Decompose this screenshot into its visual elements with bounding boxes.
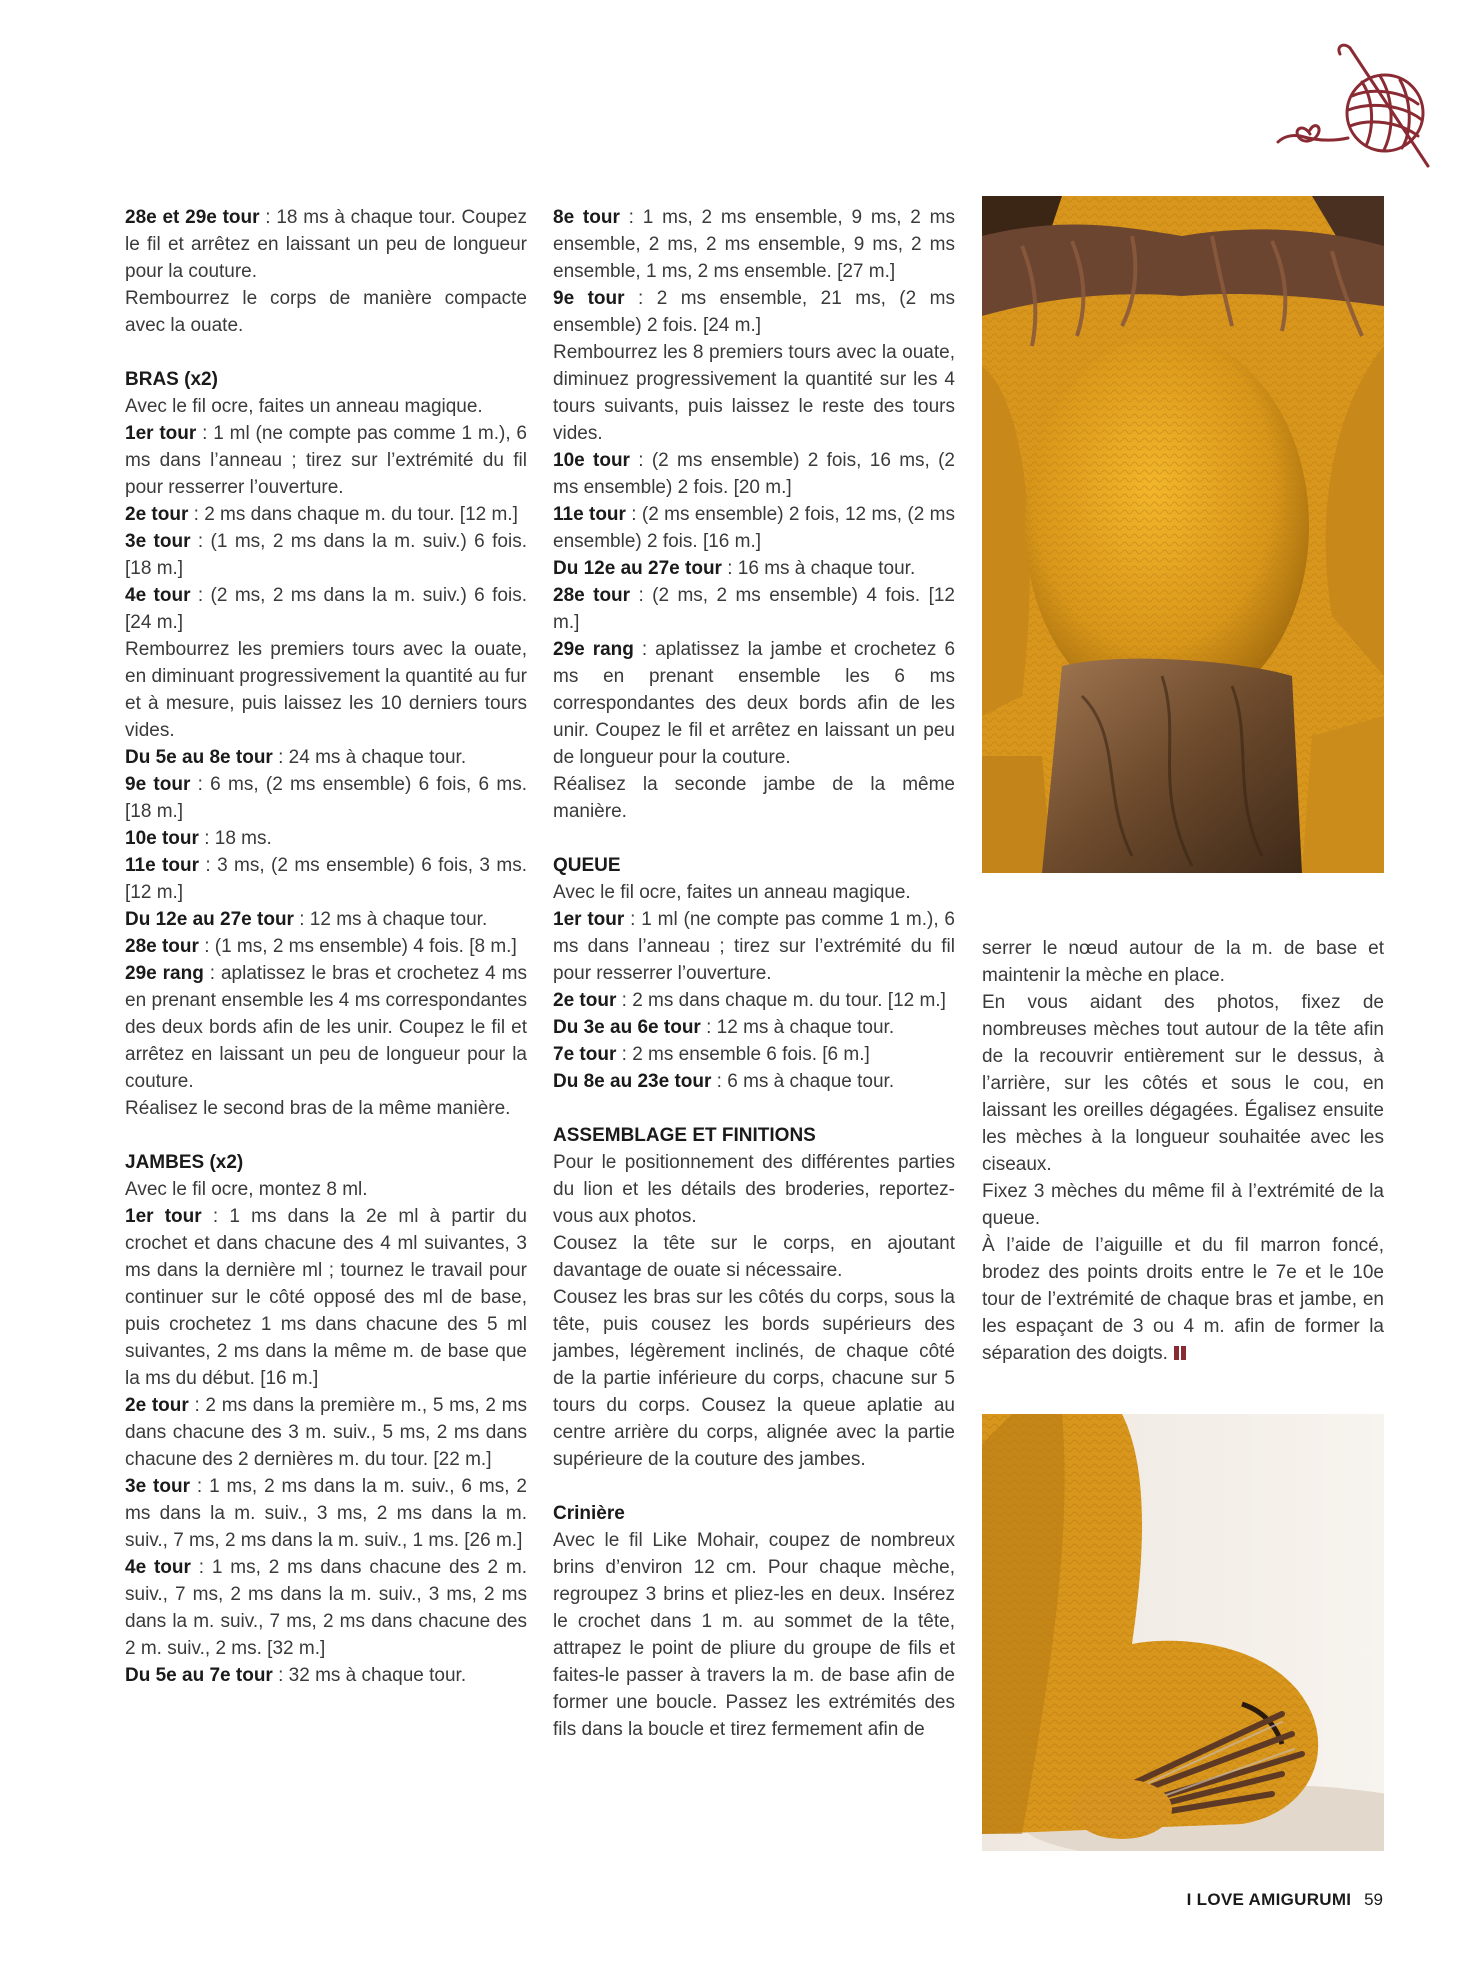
round-label: Du 12e au 27e tour — [553, 558, 722, 579]
paragraph-text: : (2 ms, 2 ms ensemble) 4 fois. [12 m.] — [553, 585, 956, 633]
paragraph-text: : 18 ms. — [198, 828, 272, 849]
round-label: 9e tour — [553, 288, 625, 309]
paragraph-text: : 2 ms ensemble, 21 ms, (2 ms ensemble) 2 fois. [24 m.] — [553, 288, 955, 336]
instruction-paragraph — [553, 1527, 955, 1743]
paragraph-text: : 2 ms dans la première m., 5 ms, 2 ms dans chacune des 3 m. suiv., 5 ms, 2 ms dans chacune des 2 dernières m. du tour. [22 m.] — [125, 1395, 527, 1470]
instruction-paragraph — [553, 1041, 955, 1068]
round-label: 9e tour — [125, 774, 191, 795]
paragraph-text: : (2 ms ensemble) 2 fois, 12 ms, (2 ms ensemble) 2 fois. [16 m.] — [553, 504, 955, 552]
round-label: 11e tour — [553, 504, 626, 525]
instruction-paragraph — [553, 1068, 955, 1095]
text-column-2 — [553, 204, 955, 1743]
lion-tail-photo-illustration — [982, 1414, 1384, 1851]
paragraph-gap — [125, 339, 527, 366]
round-label: 2e tour — [553, 990, 617, 1011]
round-label: 28e tour — [125, 936, 199, 957]
round-label: 28e et 29e tour — [125, 207, 260, 228]
page-number: 59 — [1364, 1890, 1383, 1909]
paragraph-gap — [553, 825, 955, 852]
instruction-paragraph — [125, 933, 527, 960]
end-of-article-icon — [1174, 1346, 1186, 1360]
instruction-paragraph — [125, 528, 527, 582]
round-label: 7e tour — [553, 1044, 617, 1065]
instruction-paragraph — [125, 1203, 527, 1392]
instruction-paragraph — [125, 501, 527, 528]
paragraph-text: Avec le fil ocre, faites un anneau magique. — [125, 396, 483, 417]
paragraph-text: Réalisez la seconde jambe de la même manière. — [553, 774, 955, 822]
instruction-paragraph — [125, 582, 527, 636]
paragraph-text: : (2 ms ensemble) 2 fois, 16 ms, (2 ms ensemble) 2 fois. [20 m.] — [553, 450, 955, 498]
text-column-1 — [125, 204, 527, 1689]
round-label: Du 12e au 27e tour — [125, 909, 294, 930]
round-label: 29e rang — [553, 639, 634, 660]
paragraph-text: À l’aide de l’aiguille et du fil marron foncé, brodez des points droits entre le 7e et le 10e tour de l’extrémité de chaque bras et jambe, en les espaçant de 3 ou 4 m. afin de former la séparation des doigts. — [982, 1235, 1384, 1364]
instruction-paragraph — [553, 285, 955, 339]
paragraph-text: Rembourrez les 8 premiers tours avec la ouate, diminuez progressivement la quantité sur les 4 tours suivants, puis laissez le reste des tours vides. — [553, 342, 955, 444]
paragraph-text: Cousez la tête sur le corps, en ajoutant davantage de ouate si nécessaire. — [553, 1233, 955, 1281]
instruction-paragraph — [553, 1230, 955, 1284]
instruction-paragraph — [982, 1232, 1384, 1367]
instruction-paragraph — [553, 906, 955, 987]
yarn-ball-crochet-hook-icon — [1270, 38, 1440, 173]
round-label: 10e tour — [553, 450, 630, 471]
section-heading: ASSEMBLAGE ET FINITIONS — [553, 1125, 816, 1146]
paragraph-text: : 16 ms à chaque tour. — [721, 558, 916, 579]
paragraph-text: : 12 ms à chaque tour. — [700, 1017, 895, 1038]
paragraph-text: serrer le nœud autour de la m. de base et maintenir la mèche en place. — [982, 938, 1384, 986]
paragraph-text: : aplatissez le bras et crochetez 4 ms en prenant ensemble les 4 ms correspondantes des deux bords afin de les unir. Coupez le fil et arrêtez en laissant un peu de longueur pour la couture. — [125, 963, 527, 1092]
magazine-name: I LOVE AMIGURUMI — [1186, 1890, 1352, 1909]
paragraph-text: Avec le fil ocre, montez 8 ml. — [125, 1179, 368, 1200]
instruction-paragraph — [125, 1473, 527, 1554]
instruction-paragraph — [553, 582, 955, 636]
paragraph-gap — [553, 1473, 955, 1500]
instruction-paragraph — [553, 636, 955, 771]
paragraph-text: : 6 ms à chaque tour. — [711, 1071, 895, 1092]
round-label: 4e tour — [125, 585, 191, 606]
paragraph-text: : 1 ms, 2 ms dans chacune des 2 m. suiv., 7 ms, 2 ms dans la m. suiv., 3 ms, 2 ms dans la m. suiv., 7 ms, 2 ms dans chacune des 2 m. suiv., 2 ms. [32 m.] — [125, 1557, 527, 1659]
round-label: 1er tour — [553, 909, 625, 930]
instruction-paragraph — [553, 879, 955, 906]
paragraph-text: : 12 ms à chaque tour. — [293, 909, 488, 930]
instruction-paragraph — [125, 636, 527, 744]
paragraph-text: Réalisez le second bras de la même manière. — [125, 1098, 511, 1119]
round-label: 4e tour — [125, 1557, 191, 1578]
instruction-paragraph — [125, 906, 527, 933]
paragraph-text: : 18 ms à chaque tour. Coupez le fil et arrêtez en laissant un peu de longueur pour la couture. — [125, 207, 527, 282]
paragraph-text: : 2 ms dans chaque m. du tour. [12 m.] — [188, 504, 518, 525]
round-label: 1er tour — [125, 1206, 202, 1227]
paragraph-text: Fixez 3 mèches du même fil à l’extrémité de la queue. — [982, 1181, 1384, 1229]
instruction-paragraph — [125, 204, 527, 285]
paragraph-text: Pour le positionnement des différentes parties du lion et les détails des broderies, reportez-vous aux photos. — [553, 1152, 955, 1227]
paragraph-text: : 6 ms, (2 ms ensemble) 6 fois, 6 ms. [18 m.] — [125, 774, 527, 822]
instruction-paragraph — [982, 935, 1384, 989]
round-label: 29e rang — [125, 963, 204, 984]
paragraph-text: : (1 ms, 2 ms dans la m. suiv.) 6 fois. [18 m.] — [125, 531, 527, 579]
instruction-paragraph — [125, 960, 527, 1095]
instruction-paragraph — [553, 501, 955, 555]
instruction-paragraph — [982, 1178, 1384, 1232]
paragraph-text: : 1 ml (ne compte pas comme 1 m.), 6 ms dans l’anneau ; tirez sur l’extrémité du fil pour resserrer l’ouverture. — [553, 909, 955, 984]
instruction-paragraph — [125, 1095, 527, 1122]
paragraph-text: Cousez les bras sur les côtés du corps, sous la tête, puis cousez les bords supérieurs des jambes, légèrement inclinés, de chaque côté de la partie inférieure du corps, chacune sur 5 tours du corps. Cousez la queue aplatie au centre arrière du corps, alignée avec la partie supérieure de la couture des jambes. — [553, 1287, 955, 1470]
instruction-paragraph — [125, 420, 527, 501]
instruction-paragraph — [553, 339, 955, 447]
instruction-paragraph — [553, 987, 955, 1014]
paragraph-text: : 2 ms dans chaque m. du tour. [12 m.] — [616, 990, 946, 1011]
instruction-paragraph — [125, 393, 527, 420]
section-heading: Crinière — [553, 1503, 625, 1524]
paragraph-text: Avec le fil Like Mohair, coupez de nombreux brins d’environ 12 cm. Pour chaque mèche, regroupez 3 brins et pliez-les en deux. Insérez le crochet dans 1 m. au sommet de la tête, attrapez le point de pliure du groupe de fils et faites-le passer à travers la m. de base afin de former une boucle. Passez les extrémités des fils dans la boucle et tirez fermement afin de — [553, 1530, 955, 1740]
instruction-paragraph — [125, 1662, 527, 1689]
instruction-paragraph — [982, 989, 1384, 1178]
round-label: 2e tour — [125, 504, 189, 525]
section-heading: QUEUE — [553, 855, 621, 876]
paragraph-text: : aplatissez la jambe et crochetez 6 ms en prenant ensemble les 6 ms correspondantes des deux bords afin de les unir. Coupez le fil et arrêtez en laissant un peu de longueur pour la couture. — [553, 639, 956, 768]
instruction-paragraph — [553, 1284, 955, 1473]
instruction-paragraph — [553, 771, 955, 825]
paragraph-text: En vous aidant des photos, fixez de nombreuses mèches tout autour de la tête afin de la recouvrir entièrement sur le dessus, à l’arrière, sur les côtés et sous le cou, en laissant les oreilles dégagées. Égalisez ensuite les mèches à la longueur souhaitée avec les ciseaux. — [982, 992, 1384, 1175]
instruction-paragraph — [125, 1392, 527, 1473]
paragraph-text: : 1 ms, 2 ms ensemble, 9 ms, 2 ms ensemble, 2 ms, 2 ms ensemble, 9 ms, 2 ms ensemble, 1 ms, 2 ms ensemble. [27 m.] — [553, 207, 955, 282]
round-label: 1er tour — [125, 423, 197, 444]
paragraph-text: : 24 ms à chaque tour. — [272, 747, 467, 768]
paragraph-text: : 1 ms, 2 ms dans la m. suiv., 6 ms, 2 ms dans la m. suiv., 3 ms, 2 ms dans la m. suiv., 7 ms, 2 ms dans la m. suiv., 1 ms. [26 m.] — [125, 1476, 527, 1551]
instruction-paragraph — [125, 744, 527, 771]
round-label: 8e tour — [553, 207, 620, 228]
paragraph-text: : 1 ml (ne compte pas comme 1 m.), 6 ms dans l’anneau ; tirez sur l’extrémité du fil pour resserrer l’ouverture. — [125, 423, 527, 498]
round-label: 10e tour — [125, 828, 199, 849]
instruction-paragraph — [125, 771, 527, 825]
round-label: 11e tour — [125, 855, 199, 876]
paragraph-gap — [553, 1095, 955, 1122]
paragraph-text: : 3 ms, (2 ms ensemble) 6 fois, 3 ms. [12 m.] — [125, 855, 527, 903]
round-label: 3e tour — [125, 1476, 190, 1497]
round-label: Du 5e au 7e tour — [125, 1665, 273, 1686]
lion-body-photo-illustration — [982, 196, 1384, 873]
instruction-paragraph — [553, 204, 955, 285]
round-label: 2e tour — [125, 1395, 189, 1416]
round-label: Du 3e au 6e tour — [553, 1017, 701, 1038]
lion-amigurumi-body-closeup — [982, 196, 1384, 873]
section-heading: BRAS (x2) — [125, 369, 218, 390]
instruction-paragraph — [125, 825, 527, 852]
paragraph-text: : (2 ms, 2 ms dans la m. suiv.) 6 fois. [24 m.] — [125, 585, 527, 633]
instruction-paragraph — [553, 1014, 955, 1041]
paragraph-text: : 32 ms à chaque tour. — [272, 1665, 467, 1686]
page-footer — [1187, 1890, 1383, 1910]
section-heading: JAMBES (x2) — [125, 1152, 244, 1173]
instruction-paragraph — [125, 852, 527, 906]
lion-amigurumi-tail-closeup — [982, 1414, 1384, 1851]
round-label: 28e tour — [553, 585, 631, 606]
instruction-paragraph — [553, 555, 955, 582]
instruction-paragraph — [125, 1554, 527, 1662]
paragraph-gap — [125, 1122, 527, 1149]
paragraph-text: Rembourrez les premiers tours avec la ouate, en diminuant progressivement la quantité au fur et à mesure, puis laissez les 10 derniers tours vides. — [125, 639, 527, 741]
instruction-paragraph — [125, 1176, 527, 1203]
round-label: Du 8e au 23e tour — [553, 1071, 712, 1092]
text-column-3 — [982, 935, 1384, 1367]
round-label: 3e tour — [125, 531, 191, 552]
instruction-paragraph — [553, 1149, 955, 1230]
paragraph-text: Rembourrez le corps de manière compacte avec la ouate. — [125, 288, 527, 336]
round-label: Du 5e au 8e tour — [125, 747, 273, 768]
paragraph-text: Avec le fil ocre, faites un anneau magique. — [553, 882, 911, 903]
instruction-paragraph — [553, 447, 955, 501]
paragraph-text: : (1 ms, 2 ms ensemble) 4 fois. [8 m.] — [198, 936, 517, 957]
instruction-paragraph — [125, 285, 527, 339]
paragraph-text: : 1 ms dans la 2e ml à partir du crochet et dans chacune des 4 ml suivantes, 3 ms dans la dernière ml ; tournez le travail pour continuer sur le côté opposé des ml de base, puis crochetez 1 ms dans chacune des 5 ml suivantes, 2 ms dans la même m. de base que la ms du début. [16 m.] — [125, 1206, 527, 1389]
paragraph-text: : 2 ms ensemble 6 fois. [6 m.] — [616, 1044, 870, 1065]
